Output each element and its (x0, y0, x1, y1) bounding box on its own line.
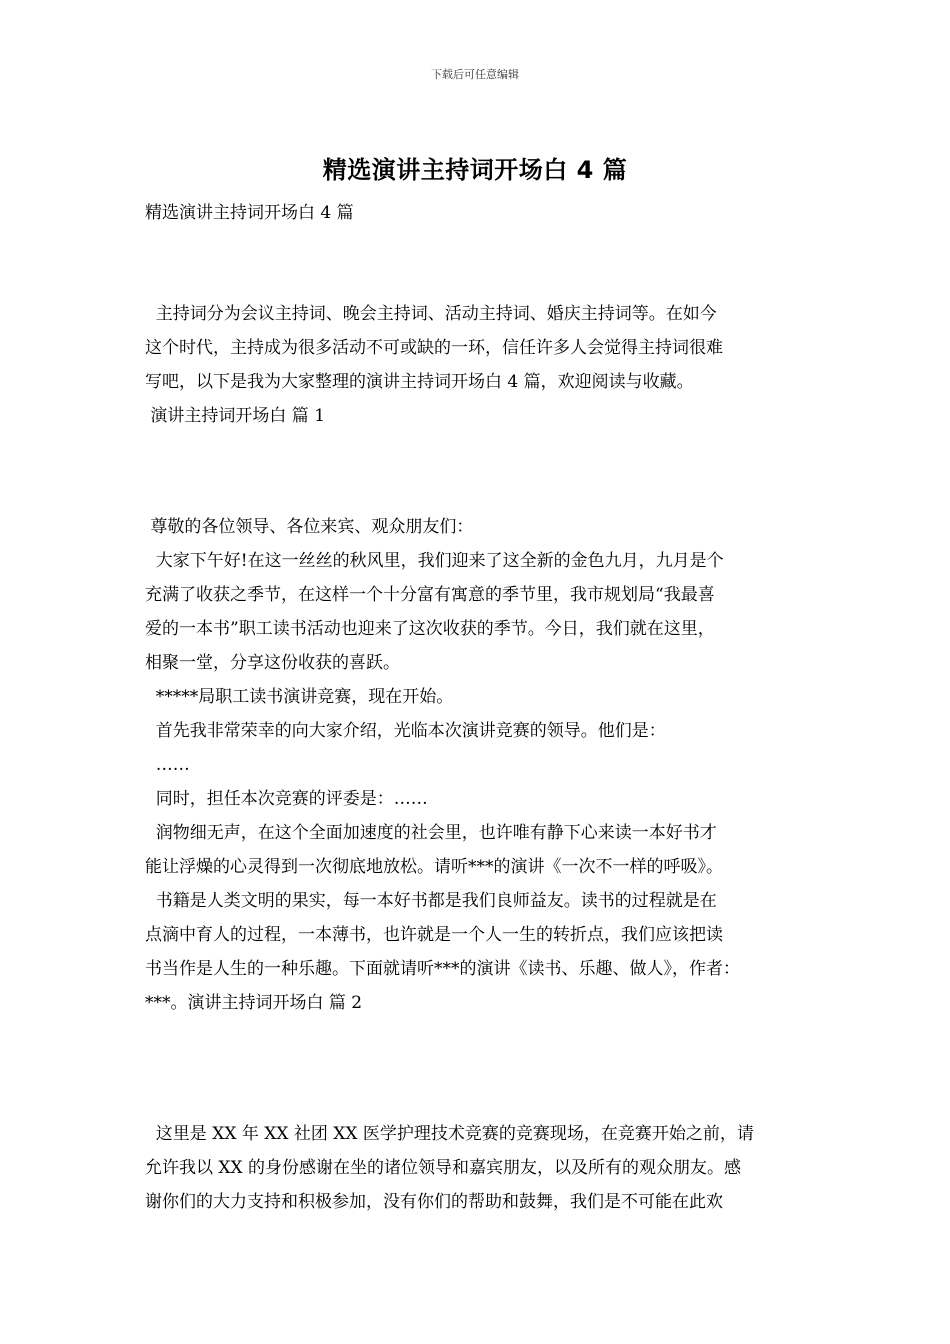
paragraph-line: 充满了收获之季节，在这样一个十分富有寓意的季节里，我市规划局“我最喜 (145, 585, 715, 605)
subtitle-block (145, 196, 807, 230)
document-title: 精选演讲主持词开场白 4 篇 (322, 156, 628, 184)
paragraph-line: 同时，担任本次竞赛的评委是：…… (145, 789, 428, 809)
paragraph-line: 谢你们的大力支持和积极参加，没有你们的帮助和鼓舞，我们是不可能在此欢 (145, 1192, 723, 1212)
section-heading-1: 演讲主持词开场白 篇 1 (145, 406, 326, 426)
paragraph-line: 点滴中育人的过程，一本薄书，也许就是一个人一生的转折点，我们应该把读 (145, 925, 723, 945)
header-note: 下载后可任意编辑 (431, 68, 519, 81)
section-1-block (145, 510, 807, 1020)
paragraph-line: 书当作是人生的一种乐趣。下面就请听***的演讲《读书、乐趣、做人》，作者： (145, 959, 740, 979)
paragraph-line: 润物细无声，在这个全面加速度的社会里，也许唯有静下心来读一本好书才 (145, 823, 717, 843)
paragraph-line: 允许我以 XX 的身份感谢在坐的诸位领导和嘉宾朋友，以及所有的观众朋友。感 (145, 1158, 742, 1178)
section-heading-2: ***。演讲主持词开场白 篇 2 (145, 993, 363, 1013)
paragraph-line: 能让浮燥的心灵得到一次彻底地放松。请听***的演讲《一次不一样的呼吸》。 (145, 857, 723, 877)
paragraph-line: 相聚一堂，分享这份收获的喜跃。 (145, 653, 400, 673)
paragraph-line: 书籍是人类文明的果实，每一本好书都是我们良师益友。读书的过程就是在 (145, 891, 717, 911)
paragraph-line: 大家下午好!在这一丝丝的秋风里，我们迎来了这全新的金色九月，九月是个 (145, 551, 724, 571)
paragraph-line: …… (145, 755, 190, 775)
paragraph-line: 这里是 XX 年 XX 社团 XX 医学护理技术竞赛的竞赛现场，在竞赛开始之前，请 (145, 1124, 754, 1144)
paragraph-line: 首先我非常荣幸的向大家介绍，光临本次演讲竞赛的领导。他们是： (145, 721, 666, 741)
section-2-block (145, 1117, 807, 1219)
paragraph-line: 尊敬的各位领导、各位来宾、观众朋友们： (145, 517, 474, 537)
paragraph-line: *****局职工读书演讲竞赛，现在开始。 (145, 687, 454, 707)
intro-block (145, 297, 807, 433)
document-subtitle: 精选演讲主持词开场白 4 篇 (145, 203, 354, 223)
paragraph-line: 写吧，以下是我为大家整理的演讲主持词开场白 4 篇，欢迎阅读与收藏。 (145, 372, 694, 392)
paragraph-line: 主持词分为会议主持词、晚会主持词、活动主持词、婚庆主持词等。在如今 (145, 304, 717, 324)
paragraph-line: 爱的一本书”职工读书活动也迎来了这次收获的季节。今日，我们就在这里， (145, 619, 715, 639)
paragraph-line: 这个时代，主持成为很多活动不可或缺的一环，信任许多人会觉得主持词很难 (145, 338, 723, 358)
